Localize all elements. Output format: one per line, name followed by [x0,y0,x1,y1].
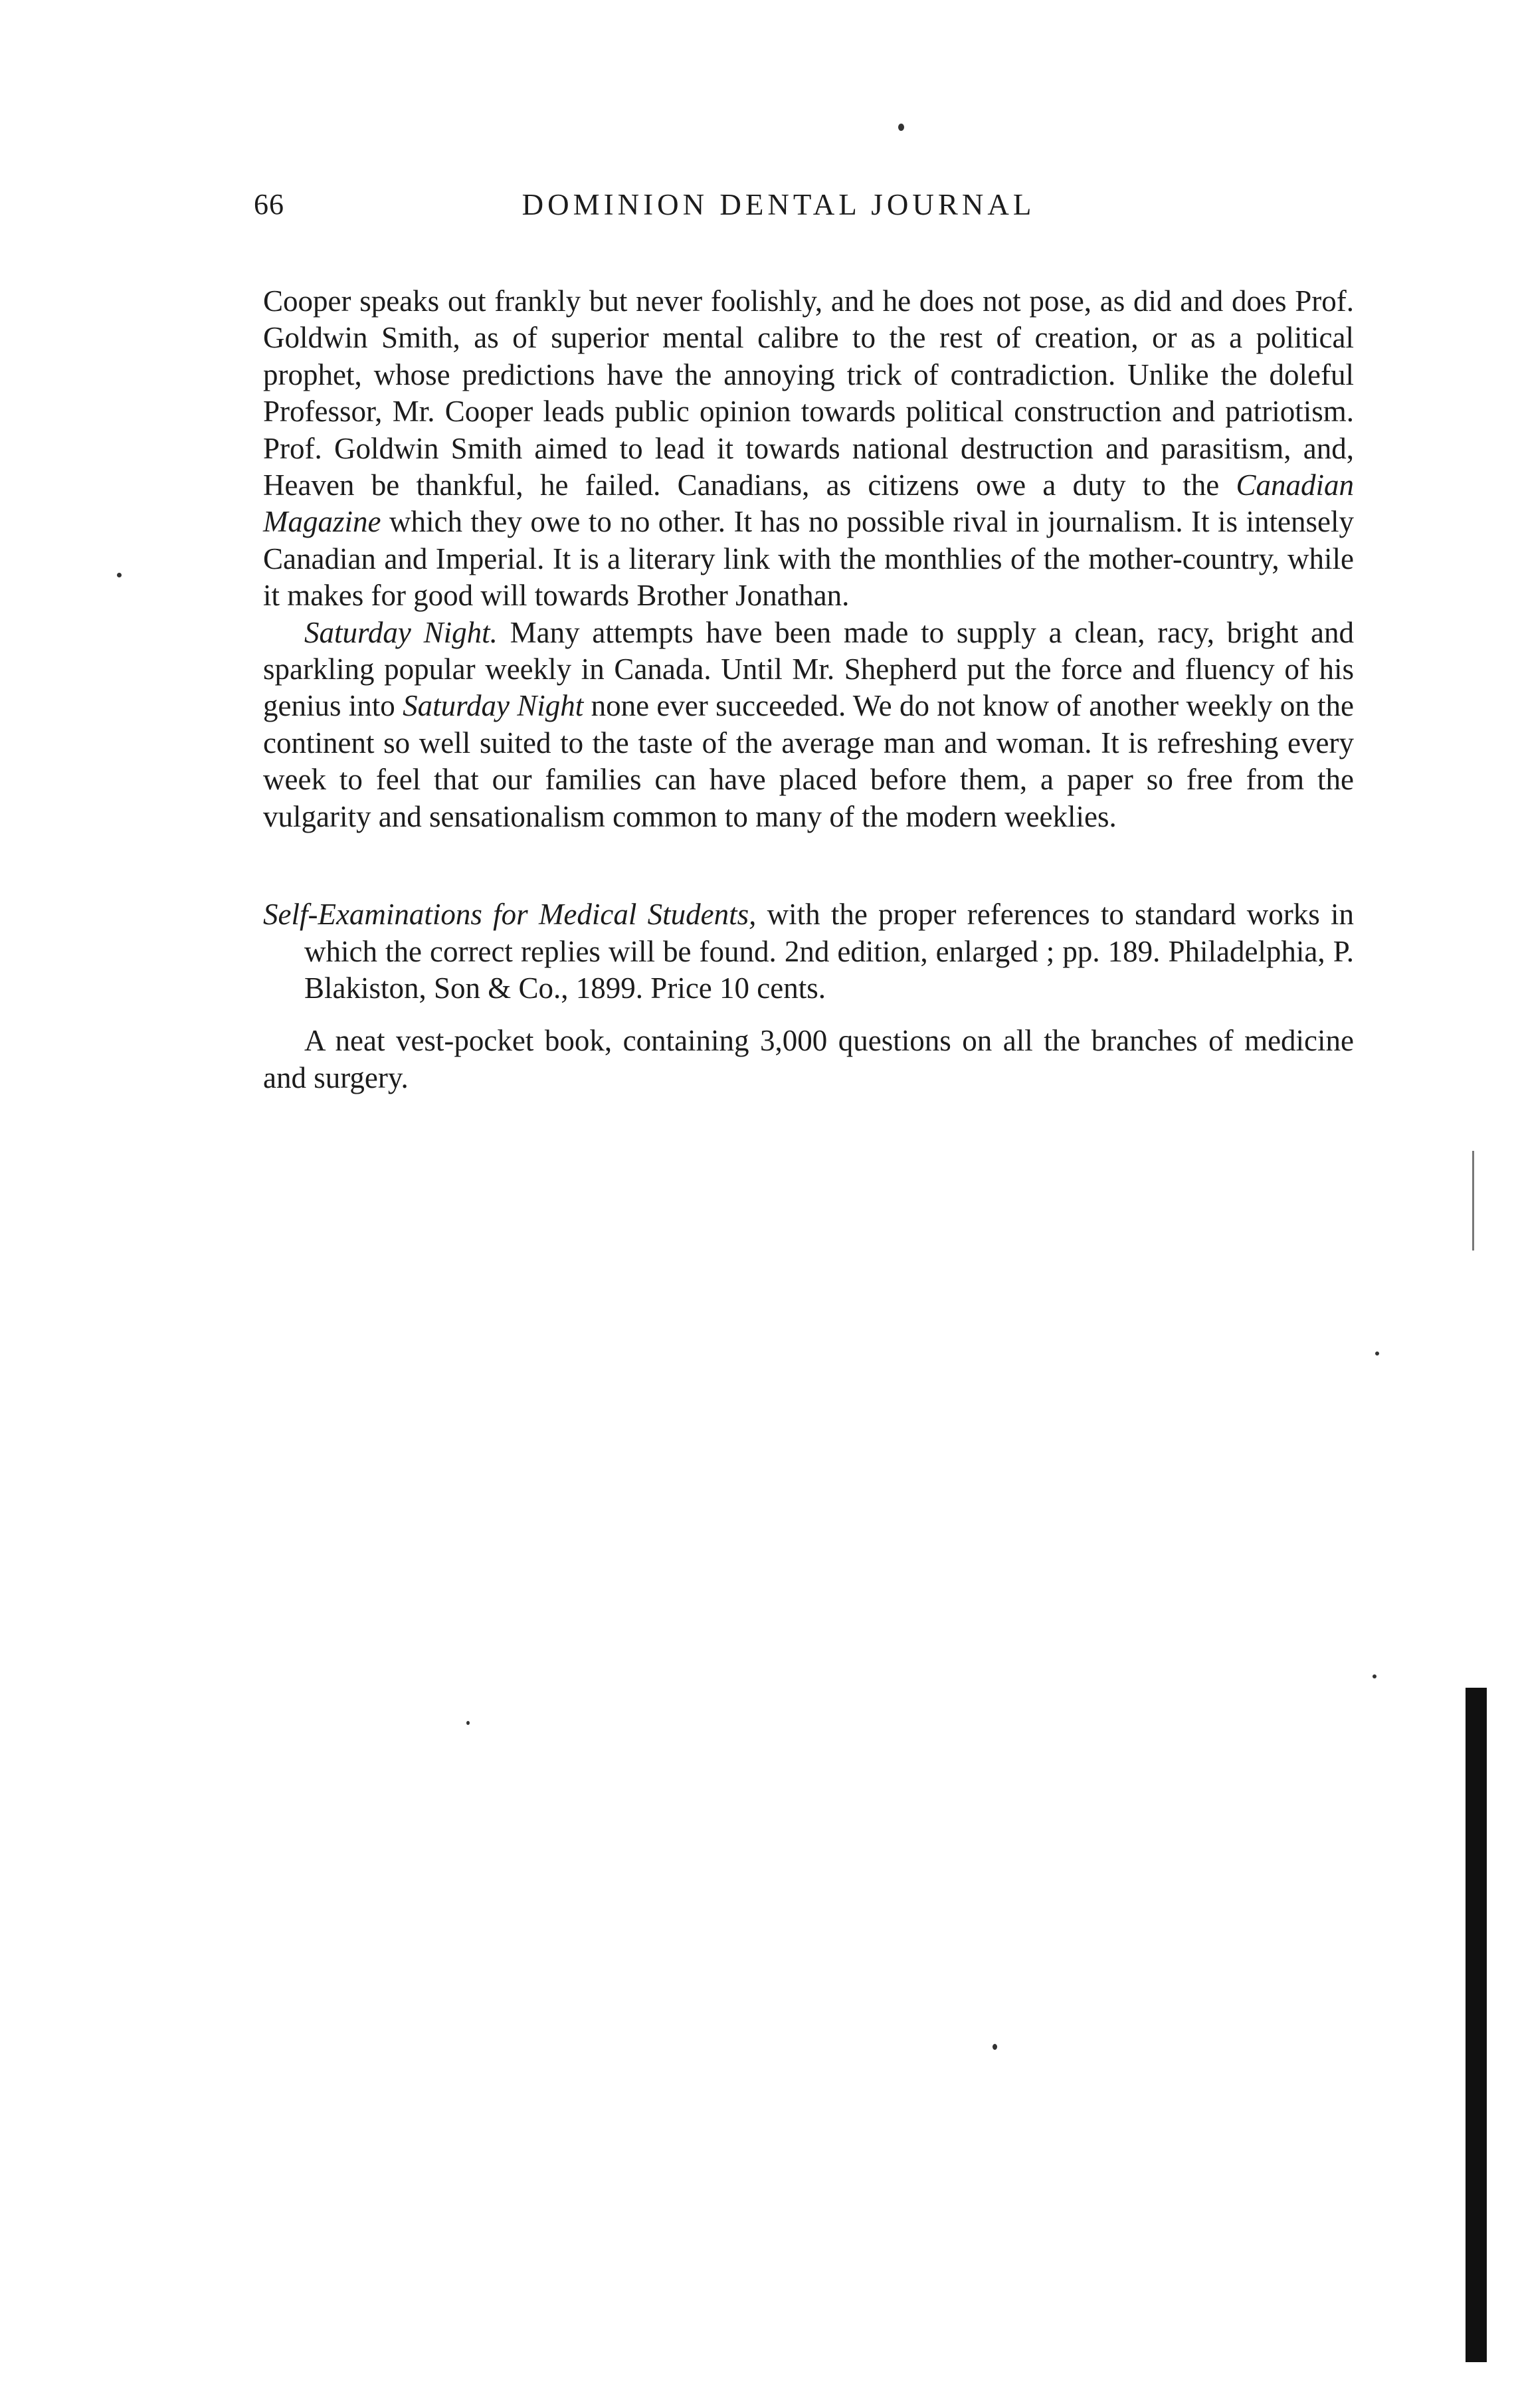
review-citation-text: with the proper references to standard works in which the correct replies will be found. 2nd edition, enlarged ; pp. 189. Philadelphia, P. Blakiston, Son & Co., 1899. Price 10 cents. [304,898,1354,1005]
paragraph-saturday-night [263,615,1354,835]
paragraph-cooper [263,283,1354,615]
scan-speck [898,124,904,131]
scan-edge-mark [1472,1151,1474,1251]
scan-speck [1373,1674,1376,1678]
book-review [263,896,1354,1096]
page-header [254,187,1303,241]
review-book-title: Self-Examinations for Medical Students, [263,898,757,932]
scan-edge-bar [1466,1688,1487,2362]
page-number: 66 [254,188,284,221]
review-citation [263,896,1354,1007]
article-body [263,283,1354,1096]
paragraph-cooper-end: which they owe to no other. It has no possible rival in journalism. It is intensely Canadian and Imperial. It is a literary link with the monthlies of the mother-country, while it makes for good will towards Brother Jonathan. [263,505,1354,613]
saturday-night-heading: Saturday Night. [304,615,498,649]
scan-speck [1375,1352,1379,1355]
scan-speck [466,1721,470,1725]
paragraph-cooper-text: Cooper speaks out frankly but never foolishly, and he does not pose, as did and does Prof. Goldwin Smith, as of superior mental calibre to the rest of creation, or as a political prophet, whose predictions have the annoying trick of contradiction. Unlike the doleful Professor, Mr. Cooper leads public opinion towards political construction and patriotism. Prof. Goldwin Smith aimed to lead it towards national destruction and parasitism, and, Heaven be thankful, he failed. Canadians, as citizens owe a duty to the [263,284,1354,502]
scan-speck [993,2044,997,2050]
paragraph-saturday-end: none ever succeeded. We do not know of another weekly on the continent so well suited to the taste of the average man and woman. It is refreshing every week to feel that our families can have placed before them, a paper so free from the vulgarity and sensationalism common to many of the modern weeklies. [263,689,1355,833]
scan-speck [117,573,122,577]
saturday-night-title: Saturday Night [403,689,584,723]
review-description: A neat vest-pocket book, containing 3,000 questions on all the branches of medicine and surgery. [263,1024,1354,1094]
running-head: DOMINION DENTAL JOURNAL [522,188,1036,221]
paragraph-saturday-mid: Many attempts have been made to supply a clean, racy, bright and sparkling popular weekly in Canada. Until Mr. Shepherd put the force and fluency of his genius into [263,615,1354,723]
magazine-title: Canadian Magazine [263,468,1354,539]
